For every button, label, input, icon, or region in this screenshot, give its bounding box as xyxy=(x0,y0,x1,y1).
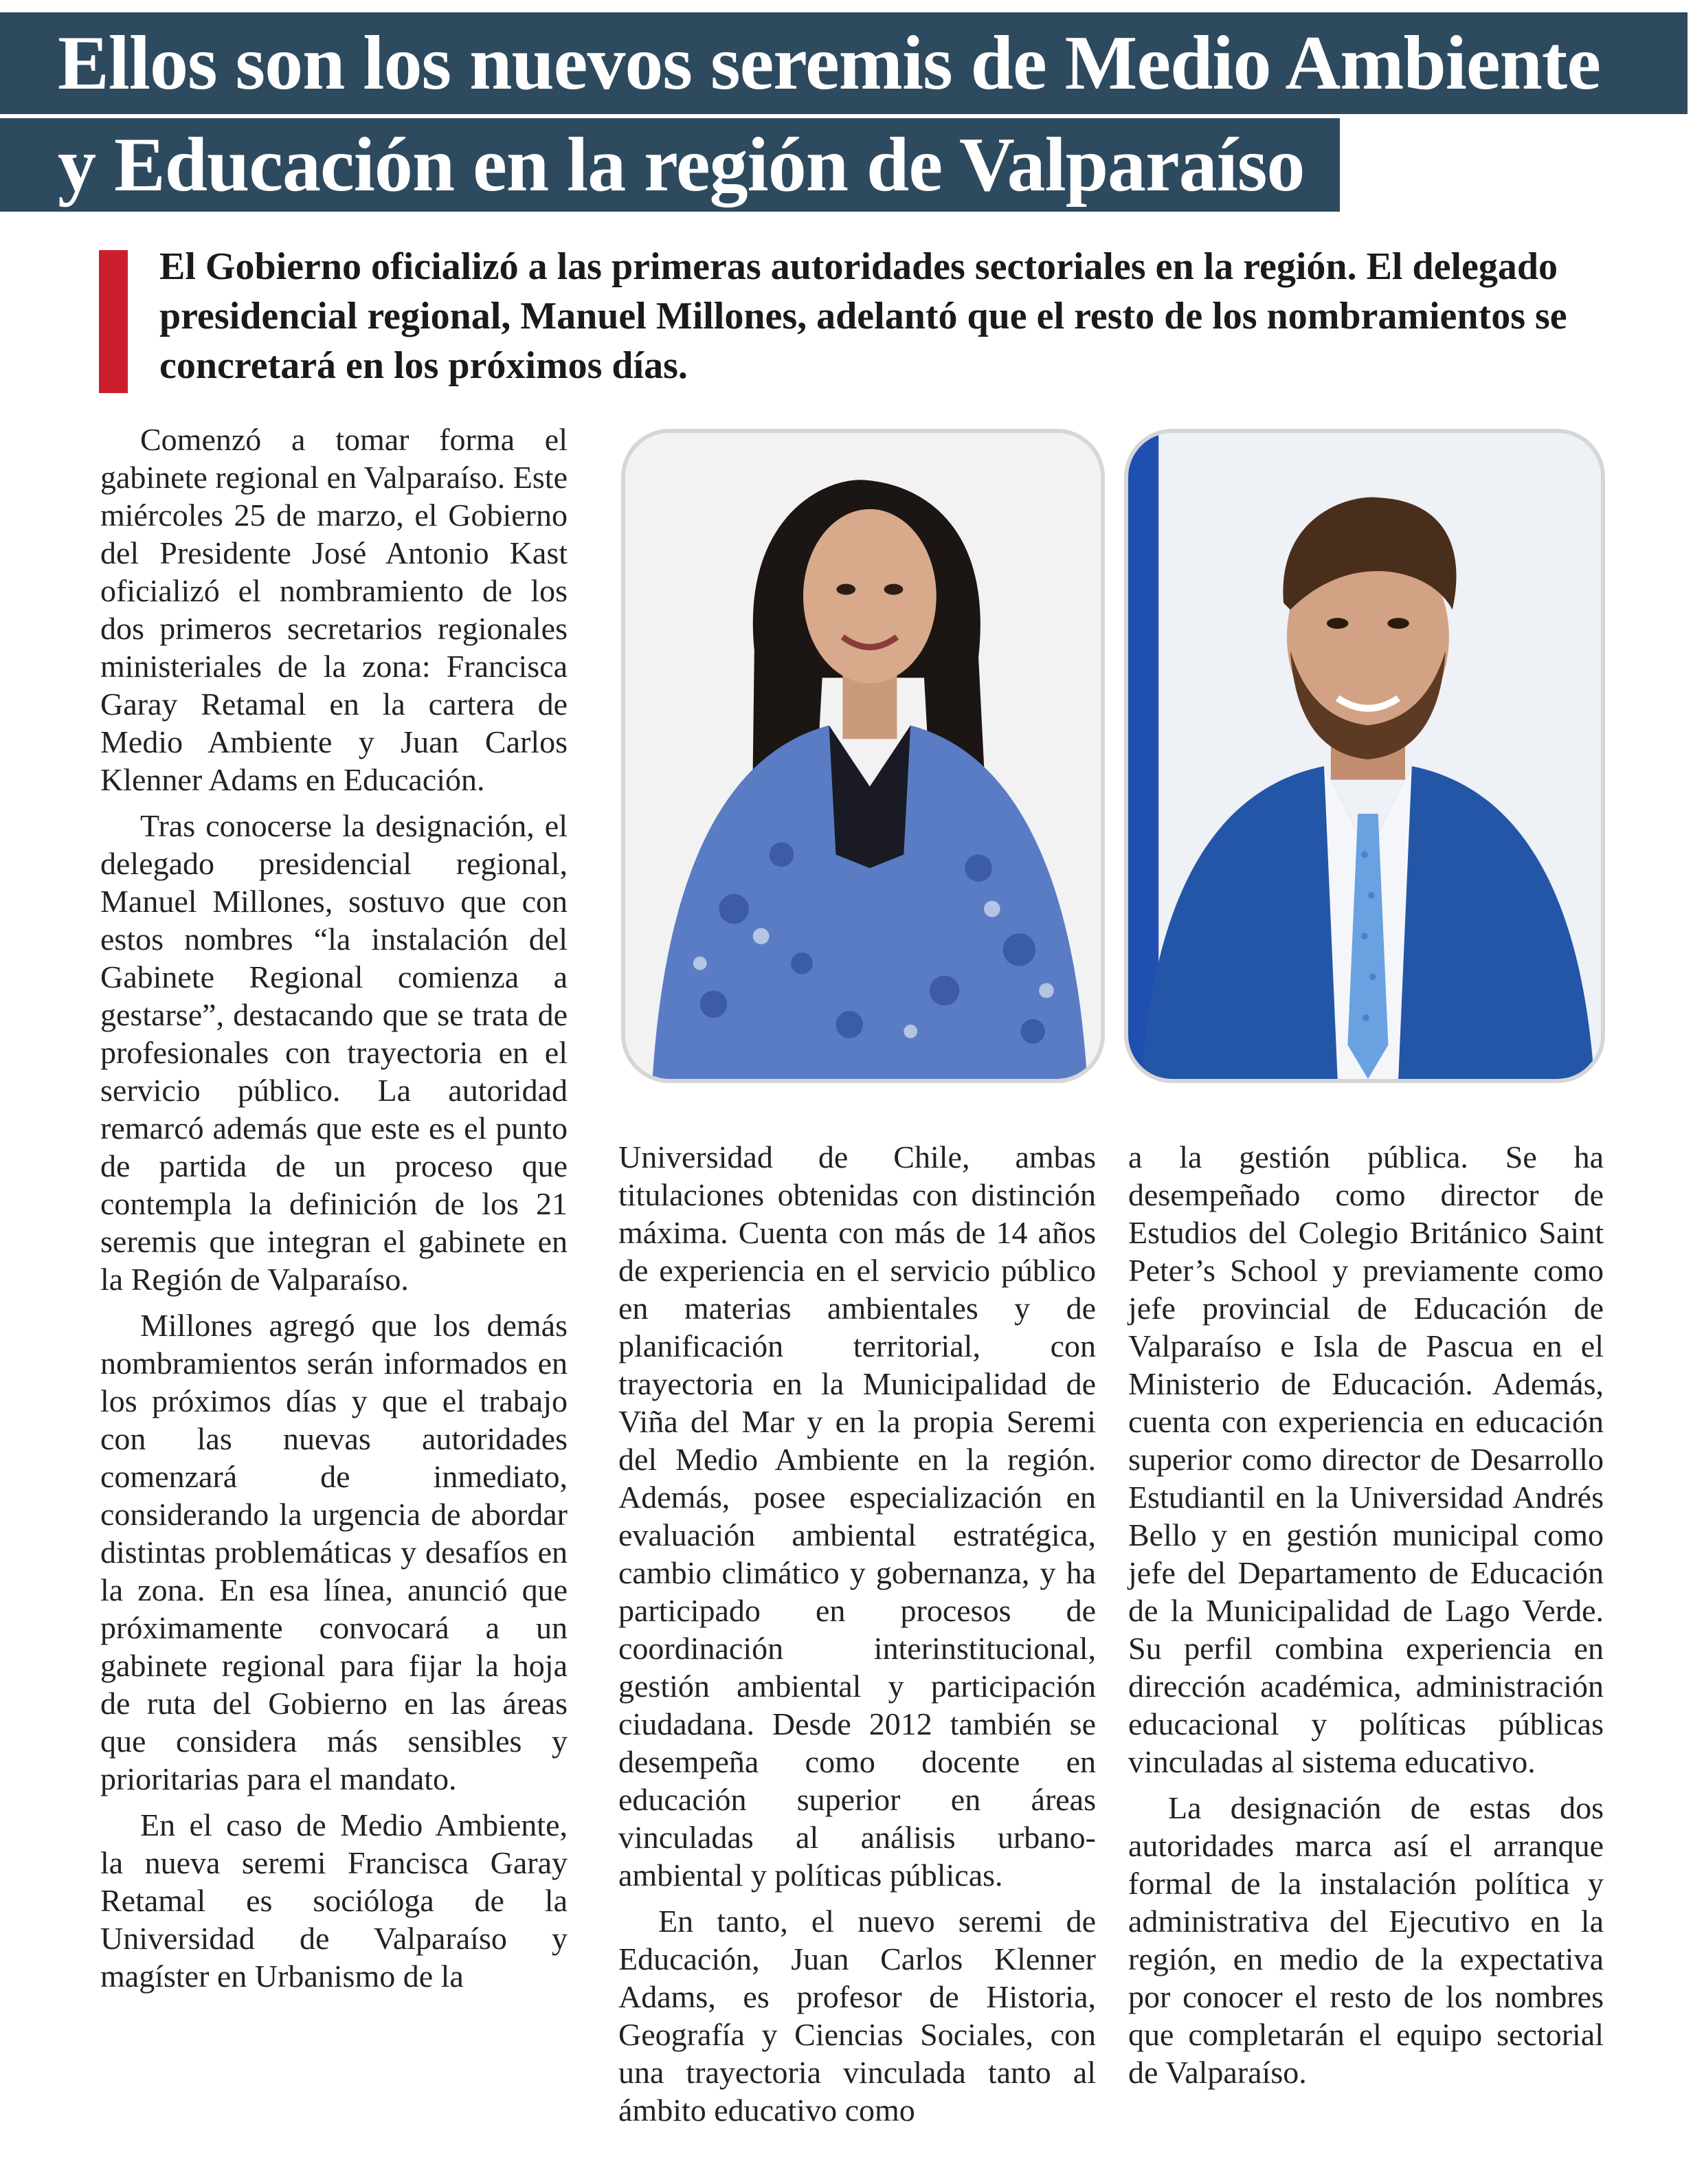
column1-paragraph: Tras conocerse la designación, el delegado presidencial regional, Manuel Millones, sostuvo que con estos nombres “la instalación del Gabinete Regional comienza a gestarse”, destacando que se trata de profesionales con trayectoria en el servicio público. La autoridad remarcó además que este es el punto de partida de un proceso que contempla la definición de los 21 seremis que integran el gabinete en la Región de Valparaíso. xyxy=(100,808,568,1297)
column3-paragraph: a la gestión pública. Se ha desempeñado como director de Estudios del Colegio Británico Saint Peter’s School y previamente como jefe provincial de Educación de Valparaíso e Isla de Pascua en el Ministerio de Educación. Además, cuenta con experiencia en educación superior como director de Desarrollo Estudiantil en la Universidad Andrés Bello y en gestión municipal como jefe del Departamento de Educación de la Municipalidad de Lago Verde. Su perfil combina experiencia en dirección académica, administración educacional y políticas públicas vinculadas al sistema educativo. xyxy=(1128,1139,1604,1779)
lead-paragraph: El Gobierno oficializó a las primeras autoridades sectoriales en la región. El delegado presidencial regional, Manuel Millones, adelantó que el resto de los nombramientos se concretará en los próximos días. xyxy=(159,245,1567,387)
column2-paragraph: Universidad de Chile, ambas titulaciones obtenidas con distinción máxima. Cuenta con más de 14 años de experiencia en el servicio público en materias ambientales y de planificación territorial, con trayectoria en la Municipalidad de Viña del Mar y en la propia Seremi del Medio Ambiente en la región. Además, posee especialización en evaluación ambiental estratégica, cambio climático y gobernanza, y ha participado en procesos de coordinación interinstitucional, gestión ambiental y participación ciudadana. Desde 2012 también se desempeña como docente en educación superior en áreas vinculadas al análisis urbano-ambiental y políticas públicas. xyxy=(618,1139,1096,1893)
column1-paragraph: Millones agregó que los demás nombramientos serán informados en los próximos días y que el trabajo con las nuevas autoridades comenzará de inmediato, considerando la urgencia de abordar distintas problemáticas y desafíos en la zona. En esa línea, anunció que próximamente convocará a un gabinete regional para fijar la hoja de ruta del Gobierno en las áreas que considera más sensibles y prioritarias para el mandato. xyxy=(100,1308,568,1796)
headline-line-1: Ellos son los nuevos seremis de Medio Ambiente xyxy=(0,12,1688,114)
article-column-1 xyxy=(100,421,568,2003)
portrait-man-illustration xyxy=(1128,433,1601,1079)
portrait-woman-illustration xyxy=(625,433,1101,1079)
photo-francisca-garay xyxy=(621,429,1105,1083)
article-column-3 xyxy=(1128,1138,1604,2099)
column1-paragraph: Comenzó a tomar forma el gabinete regional en Valparaíso. Este miércoles 25 de marzo, el Gobierno del Presidente José Antonio Kast oficializó el nombramiento de los dos primeros secretarios regionales ministeriales de la zona: Francisca Garay Retamal en la cartera de Medio Ambiente y Juan Carlos Klenner Adams en Educación. xyxy=(100,422,568,797)
lead-accent-bar xyxy=(99,250,128,393)
article-column-2 xyxy=(618,1138,1096,2137)
headline-line-2: y Educación en la región de Valparaíso xyxy=(0,118,1340,212)
column2-paragraph: En tanto, el nuevo seremi de Educación, Juan Carlos Klenner Adams, es profesor de Historia, Geografía y Ciencias Sociales, con una trayectoria vinculada tanto al ámbito educativo como xyxy=(618,1904,1096,2128)
photo-juan-carlos-klenner xyxy=(1124,429,1605,1083)
column3-paragraph: La designación de estas dos autoridades marca así el arranque formal de la instalación política y administrativa del Ejecutivo en la región, en medio de la expectativa por conocer el resto de los nombres que completarán el equipo sectorial de Valparaíso. xyxy=(1128,1790,1604,2090)
column1-paragraph: En el caso de Medio Ambiente, la nueva seremi Francisca Garay Retamal es socióloga de la Universidad de Valparaíso y magíster en Urbanismo de la xyxy=(100,1807,568,1994)
